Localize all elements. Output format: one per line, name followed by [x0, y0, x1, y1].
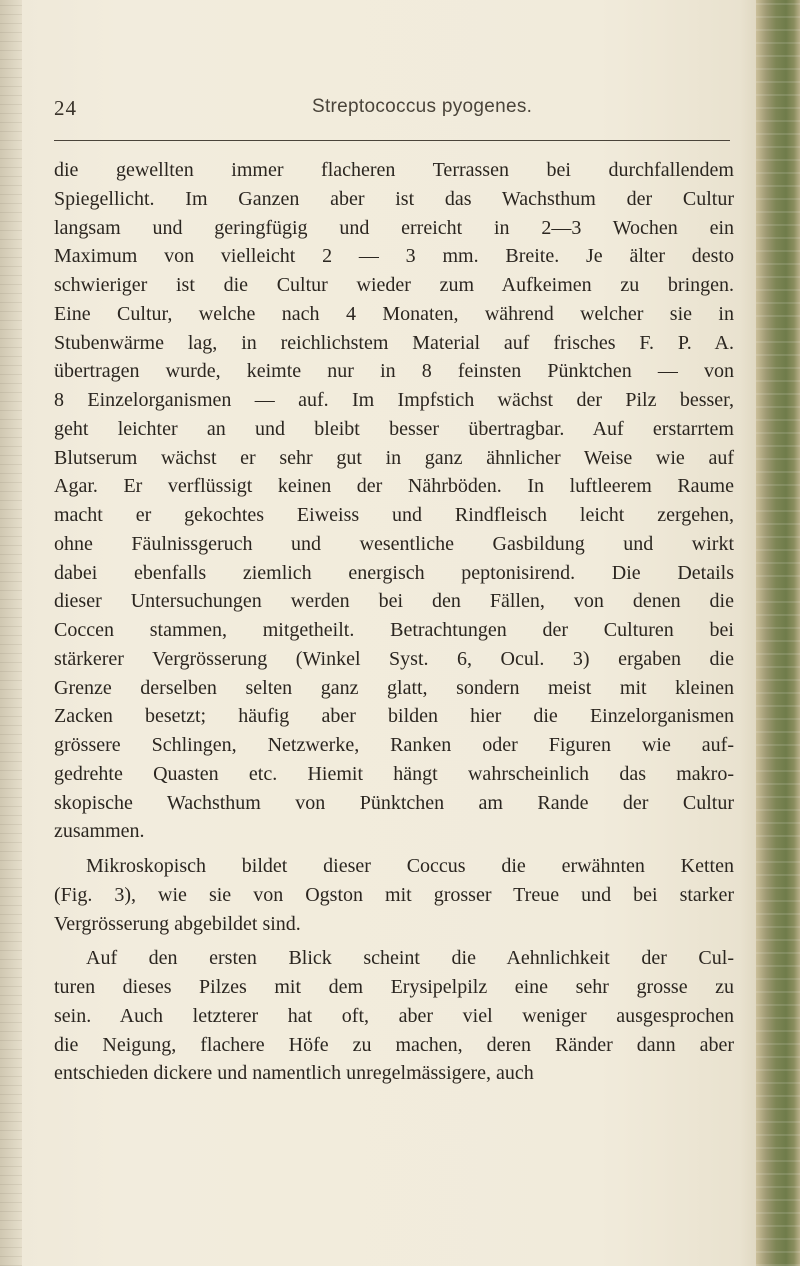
text-line: stärkerer Vergrösserung (Winkel Syst. 6, Ocul. 3) ergaben die: [54, 647, 734, 670]
text-line: Auf den ersten Blick scheint die Aehnlichkeit der Cul-: [86, 947, 734, 970]
text-line: Zacken besetzt; häufig aber bilden hier die Einzelorganismen: [54, 705, 734, 728]
page-number: 24: [54, 96, 77, 120]
text-line: ohne Fäulnissgeruch und wesentliche Gasbildung und wirkt: [54, 532, 734, 555]
text-line: Mikroskopisch bildet dieser Coccus die erwähnten Ketten: [86, 855, 734, 877]
running-title: Streptococcus pyogenes.: [312, 96, 533, 117]
text-line: langsam und geringfügig und erreicht in 2—3 Wochen ein: [54, 216, 734, 239]
text-line: die gewellten immer flacheren Terrassen bei durchfallendem: [54, 159, 734, 181]
text-line: übertragen wurde, keimte nur in 8 feinsten Pünktchen — von: [54, 360, 734, 383]
text-line: skopische Wachsthum von Pünktchen am Rande der Cultur: [54, 791, 734, 814]
body-text: [54, 156, 734, 1088]
text-line: macht er gekochtes Eiweiss und Rindfleisch leicht zergehen,: [54, 504, 734, 526]
text-line: Eine Cultur, welche nach 4 Monaten, während welcher sie in: [54, 302, 734, 325]
page-edge-binding: [756, 0, 800, 1266]
text-line: Blutserum wächst er sehr gut in ganz ähnlicher Weise wie auf: [54, 446, 734, 469]
text-line: schwieriger ist die Cultur wieder zum Aufkeimen zu bringen.: [54, 274, 734, 296]
text-line: (Fig. 3), wie sie von Ogston mit grosser Treue und bei starker: [54, 883, 734, 906]
text-line: dabei ebenfalls ziemlich energisch peptonisirend. Die Details: [54, 561, 734, 584]
text-line: geht leichter an und bleibt besser übertragbar. Auf erstarrtem: [54, 417, 734, 440]
text-line: zusammen.: [54, 820, 145, 843]
text-line: Coccen stammen, mitgetheilt. Betrachtungen der Culturen bei: [54, 619, 734, 641]
text-line: Vergrösserung abgebildet sind.: [54, 912, 301, 935]
text-line: Agar. Er verflüssigt keinen der Nährböden. In luftleerem Raume: [54, 475, 734, 498]
text-line: die Neigung, flachere Höfe zu machen, deren Ränder dann aber: [54, 1033, 734, 1056]
text-line: Stubenwärme lag, in reichlichstem Material auf frisches F. P. A.: [54, 331, 734, 354]
text-line: grössere Schlingen, Netzwerke, Ranken oder Figuren wie auf-: [54, 734, 734, 756]
text-line: Grenze derselben selten ganz glatt, sondern meist mit kleinen: [54, 676, 734, 699]
text-line: Spiegellicht. Im Ganzen aber ist das Wachsthum der Cultur: [54, 187, 734, 210]
page-gutter-shadow: [0, 0, 22, 1266]
text-line: sein. Auch letzterer hat oft, aber viel weniger ausgesprochen: [54, 1004, 734, 1027]
paragraph: [54, 156, 734, 846]
text-line: 8 Einzelorganismen — auf. Im Impfstich wächst der Pilz besser,: [54, 389, 734, 411]
text-line: dieser Untersuchungen werden bei den Fällen, von denen die: [54, 590, 734, 613]
text-line: gedrehte Quasten etc. Hiemit hängt wahrscheinlich das makro-: [54, 762, 734, 785]
paragraph: [54, 852, 734, 938]
text-line: turen dieses Pilzes mit dem Erysipelpilz eine sehr grosse zu: [54, 976, 734, 998]
text-line: entschieden dickere und namentlich unregelmässigere, auch: [54, 1062, 534, 1085]
header-rule: [54, 140, 730, 141]
page-header: [54, 96, 734, 132]
paragraph: [54, 944, 734, 1088]
text-line: Maximum von vielleicht 2 — 3 mm. Breite. Je älter desto: [54, 245, 734, 268]
